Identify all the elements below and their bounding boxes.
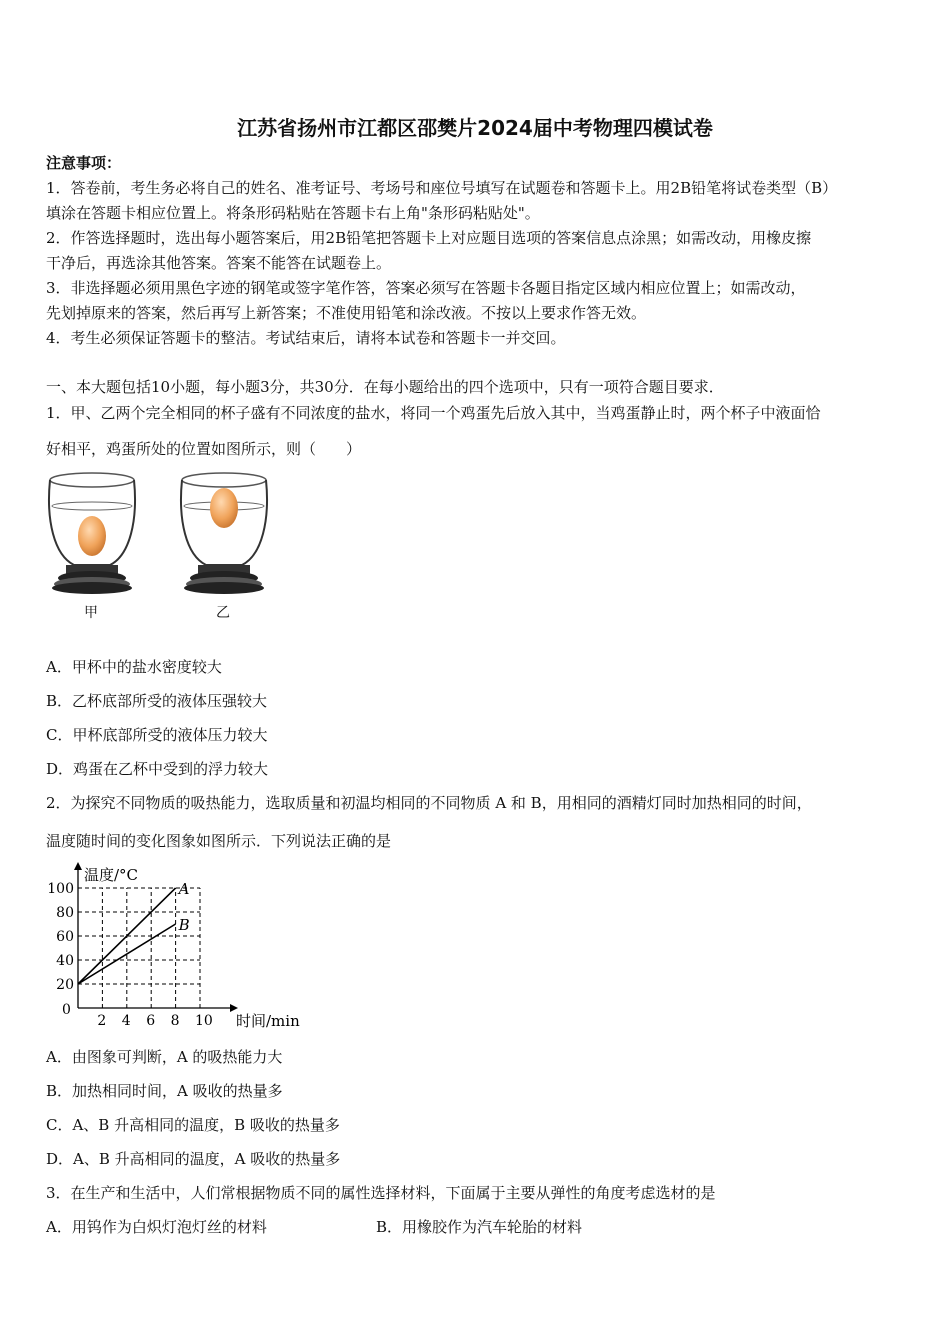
y-tick-label: 100 xyxy=(47,881,74,897)
notice-line: 1．答卷前，考生务必将自己的姓名、准考证号、考场号和座位号填写在试题卷和答题卡上。用2B铅笔将试卷类型（B） xyxy=(46,179,838,197)
series-line-B xyxy=(78,924,176,984)
temperature-time-chart xyxy=(40,858,300,1033)
cup-yi xyxy=(181,473,267,594)
q2-stem: 2．为探究不同物质的吸热能力，选取质量和初温均相同的不同物质 A 和 B，用相同的酒精灯同时加热相同的时间， xyxy=(46,794,812,812)
y-tick-label: 40 xyxy=(56,953,74,969)
notice-line: 先划掉原来的答案，然后再写上新答案；不准使用铅笔和涂改液。不按以上要求作答无效。 xyxy=(46,304,647,322)
q1-option-c: C．甲杯底部所受的液体压力较大 xyxy=(46,726,268,744)
y-tick-label: 20 xyxy=(56,977,74,993)
egg xyxy=(78,516,106,556)
cup-jia xyxy=(49,473,135,594)
y-tick-label: 80 xyxy=(56,905,74,921)
cup-label: 乙 xyxy=(216,605,230,621)
q2-option-c: C．A、B 升高相同的温度，B 吸收的热量多 xyxy=(46,1116,340,1134)
x-tick-label: 8 xyxy=(170,1013,180,1029)
egg-cups-figure xyxy=(44,470,284,630)
notice-line: 3．非选择题必须用黑色字迹的钢笔或签字笔作答，答案必须写在答题卡各题目指定区域内相应位置上；如需改动， xyxy=(46,279,806,297)
page-title: 江苏省扬州市江都区邵樊片2024届中考物理四模试卷 xyxy=(237,116,713,140)
x-axis-arrow xyxy=(230,1004,238,1012)
x-tick-label: 2 xyxy=(97,1013,107,1029)
y-tick-label: 60 xyxy=(56,929,74,945)
q3-option-a: A．用钨作为白炽灯泡灯丝的材料 xyxy=(46,1218,267,1236)
q3-stem: 3．在生产和生活中，人们常根据物质不同的属性选择材料，下面属于主要从弹性的角度考虑选材的是 xyxy=(46,1184,716,1202)
q2-option-d: D．A、B 升高相同的温度，A 吸收的热量多 xyxy=(46,1150,341,1168)
q1-stem: 1．甲、乙两个完全相同的杯子盛有不同浓度的盐水，将同一个鸡蛋先后放入其中，当鸡蛋静止时，两个杯子中液面恰 xyxy=(46,404,821,422)
q1-option-b: B．乙杯底部所受的液体压强较大 xyxy=(46,692,268,710)
q3-option-b: B．用橡胶作为汽车轮胎的材料 xyxy=(376,1218,583,1236)
series-label: B xyxy=(178,916,190,934)
q2-option-a: A．由图象可判断，A 的吸热能力大 xyxy=(46,1048,283,1066)
notice-heading: 注意事项： xyxy=(46,154,122,172)
cup-label: 甲 xyxy=(84,605,98,621)
y-axis-label: 温度/°C xyxy=(84,866,139,884)
egg xyxy=(210,488,238,528)
q2-stem: 温度随时间的变化图象如图所示．下列说法正确的是 xyxy=(46,832,392,850)
series-label: A xyxy=(178,880,190,898)
q1-stem: 好相平，鸡蛋所处的位置如图所示，则（ ） xyxy=(46,440,362,458)
notice-line: 4．考生必须保证答题卡的整洁。考试结束后，请将本试卷和答题卡一并交回。 xyxy=(46,329,566,347)
y-axis-arrow xyxy=(74,862,82,870)
section-heading: 一、本大题包括10小题，每小题3分，共30分．在每小题给出的四个选项中，只有一项符合题目要求． xyxy=(46,378,724,396)
x-axis-label: 时间/min xyxy=(236,1012,300,1030)
q1-option-d: D．鸡蛋在乙杯中受到的浮力较大 xyxy=(46,760,269,778)
notice-line: 填涂在答题卡相应位置上。将条形码粘贴在答题卡右上角"条形码粘贴处"。 xyxy=(46,204,540,222)
x-tick-label: 4 xyxy=(121,1013,131,1029)
notice-line: 干净后，再选涂其他答案。答案不能答在试题卷上。 xyxy=(46,254,392,272)
q2-option-b: B．加热相同时间，A 吸收的热量多 xyxy=(46,1082,283,1100)
x-tick-label: 10 xyxy=(195,1013,213,1029)
origin-label: 0 xyxy=(62,1002,71,1018)
x-tick-label: 6 xyxy=(146,1013,156,1029)
notice-line: 2．作答选择题时，选出每小题答案后，用2B铅笔把答题卡上对应题目选项的答案信息点涂黑；如需改动，用橡皮擦 xyxy=(46,229,812,247)
q1-option-a: A．甲杯中的盐水密度较大 xyxy=(46,658,222,676)
